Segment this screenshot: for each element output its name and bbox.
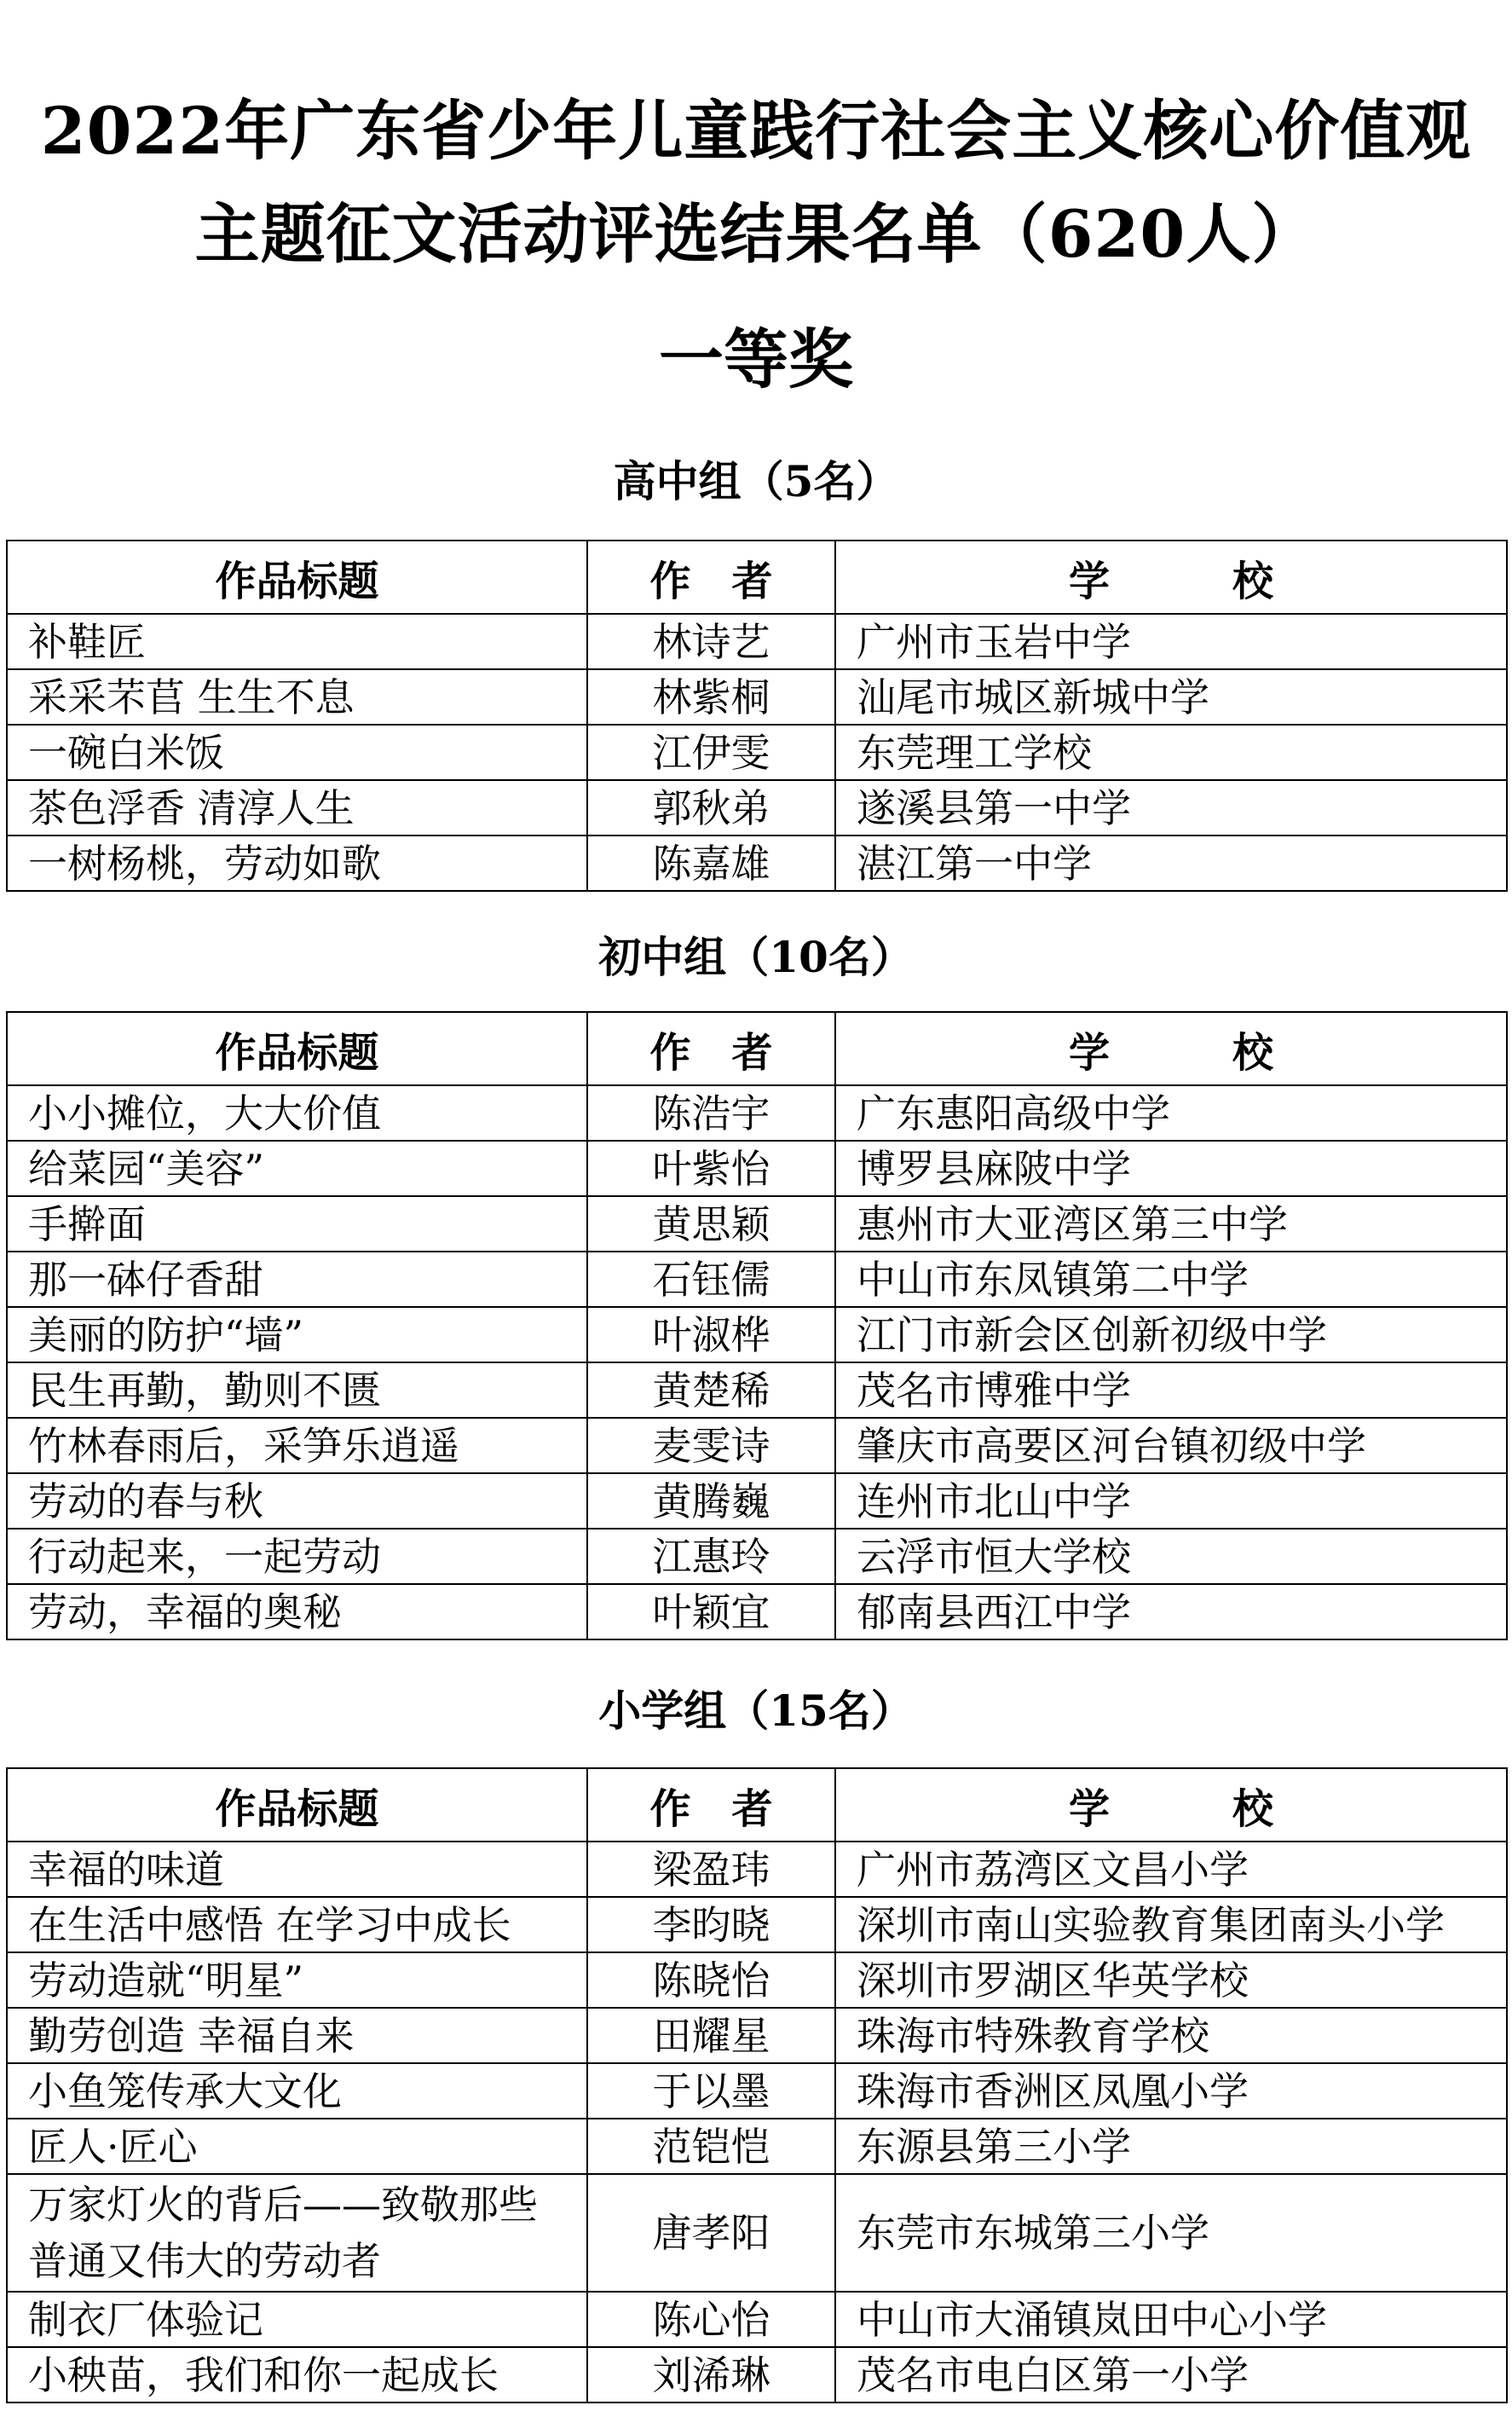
table-junior-high xyxy=(6,1011,1508,1640)
entry-author: 叶紫怡 xyxy=(587,1141,835,1196)
entry-school: 珠海市香洲区凤凰小学 xyxy=(835,2063,1507,2119)
table-row xyxy=(7,1529,1507,1584)
entry-title: 万家灯火的背后——致敬那些普通又伟大的劳动者 xyxy=(7,2174,587,2292)
entry-school: 东源县第三小学 xyxy=(835,2119,1507,2174)
table-header-row xyxy=(7,1012,1507,1085)
table-row xyxy=(7,1141,1507,1196)
entry-author: 黄腾巍 xyxy=(587,1473,835,1529)
entry-title: 劳动的春与秋 xyxy=(7,1473,587,1529)
entry-author: 陈心怡 xyxy=(587,2292,835,2347)
column-header-title: 作品标题 xyxy=(7,1012,587,1085)
entry-school: 广东惠阳高级中学 xyxy=(835,1085,1507,1141)
entry-school: 江门市新会区创新初级中学 xyxy=(835,1307,1507,1362)
table-row xyxy=(7,1584,1507,1639)
table-senior-high xyxy=(6,540,1508,892)
entry-title: 手擀面 xyxy=(7,1196,587,1252)
entry-author: 田耀星 xyxy=(587,2008,835,2063)
table-row xyxy=(7,836,1507,891)
document-title-line-2: 主题征文活动评选结果名单（620人） xyxy=(194,196,1318,272)
entry-school: 肇庆市高要区河台镇初级中学 xyxy=(835,1418,1507,1473)
entry-school: 云浮市恒大学校 xyxy=(835,1529,1507,1584)
award-level-heading: 一等奖 xyxy=(659,321,853,397)
entry-title: 那一砵仔香甜 xyxy=(7,1252,587,1307)
entry-title: 劳动造就“明星” xyxy=(7,1952,587,2008)
table-row xyxy=(7,2174,1507,2292)
entry-author: 于以墨 xyxy=(587,2063,835,2119)
table-row xyxy=(7,1473,1507,1529)
entry-title: 采采芣苢 生生不息 xyxy=(7,669,587,725)
entry-title: 幸福的味道 xyxy=(7,1842,587,1897)
entry-title: 劳动，幸福的奥秘 xyxy=(7,1584,587,1639)
entry-author: 范铠恺 xyxy=(587,2119,835,2174)
entry-author: 江伊雯 xyxy=(587,725,835,780)
entry-author: 黄思颖 xyxy=(587,1196,835,1252)
table-row xyxy=(7,1085,1507,1141)
entry-school: 湛江第一中学 xyxy=(835,836,1507,891)
table-row xyxy=(7,1252,1507,1307)
table-row xyxy=(7,1952,1507,2008)
entry-title: 一树杨桃，劳动如歌 xyxy=(7,836,587,891)
entry-title: 一碗白米饭 xyxy=(7,725,587,780)
entry-school: 连州市北山中学 xyxy=(835,1473,1507,1529)
column-header-title: 作品标题 xyxy=(7,541,587,614)
entry-author: 陈晓怡 xyxy=(587,1952,835,2008)
table-row xyxy=(7,780,1507,836)
table-row xyxy=(7,614,1507,669)
entry-title: 小秧苗，我们和你一起成长 xyxy=(7,2347,587,2403)
entry-school: 茂名市电白区第一小学 xyxy=(835,2347,1507,2403)
entry-school: 深圳市罗湖区华英学校 xyxy=(835,1952,1507,2008)
entry-title: 小小摊位，大大价值 xyxy=(7,1085,587,1141)
entry-author: 叶颖宜 xyxy=(587,1584,835,1639)
entry-author: 郭秋弟 xyxy=(587,780,835,836)
table-row xyxy=(7,2008,1507,2063)
column-header-school: 学 校 xyxy=(835,1012,1507,1085)
column-header-author: 作 者 xyxy=(587,1768,835,1842)
entry-school: 深圳市南山实验教育集团南头小学 xyxy=(835,1897,1507,1952)
table-row xyxy=(7,1418,1507,1473)
entry-school: 东莞市东城第三小学 xyxy=(835,2174,1507,2292)
entry-school: 中山市大涌镇岚田中心小学 xyxy=(835,2292,1507,2347)
entry-school: 茂名市博雅中学 xyxy=(835,1362,1507,1418)
table-row xyxy=(7,2292,1507,2347)
table-row xyxy=(7,1362,1507,1418)
entry-author: 江惠玲 xyxy=(587,1529,835,1584)
table-row xyxy=(7,2347,1507,2403)
column-header-title: 作品标题 xyxy=(7,1768,587,1842)
entry-school: 遂溪县第一中学 xyxy=(835,780,1507,836)
group-heading-primary: 小学组（15名） xyxy=(598,1686,914,1736)
table-row xyxy=(7,2063,1507,2119)
table-row xyxy=(7,1196,1507,1252)
entry-author: 梁盈玮 xyxy=(587,1842,835,1897)
entry-title: 匠人·匠心 xyxy=(7,2119,587,2174)
entry-author: 林紫桐 xyxy=(587,669,835,725)
entry-school: 东莞理工学校 xyxy=(835,725,1507,780)
entry-school: 广州市玉岩中学 xyxy=(835,614,1507,669)
entry-school: 中山市东凤镇第二中学 xyxy=(835,1252,1507,1307)
entry-title: 勤劳创造 幸福自来 xyxy=(7,2008,587,2063)
entry-title: 美丽的防护“墙” xyxy=(7,1307,587,1362)
entry-school: 郁南县西江中学 xyxy=(835,1584,1507,1639)
entry-author: 黄楚稀 xyxy=(587,1362,835,1418)
entry-author: 李昀晓 xyxy=(587,1897,835,1952)
entry-author: 唐孝阳 xyxy=(587,2174,835,2292)
document-title-line-1: 2022年广东省少年儿童践行社会主义核心价值观 xyxy=(40,93,1472,169)
entry-author: 林诗艺 xyxy=(587,614,835,669)
entry-title: 制衣厂体验记 xyxy=(7,2292,587,2347)
entry-school: 惠州市大亚湾区第三中学 xyxy=(835,1196,1507,1252)
table-primary xyxy=(6,1767,1508,2403)
entry-author: 陈浩宇 xyxy=(587,1085,835,1141)
table-row xyxy=(7,725,1507,780)
entry-author: 麦雯诗 xyxy=(587,1418,835,1473)
table-row xyxy=(7,2119,1507,2174)
entry-title: 在生活中感悟 在学习中成长 xyxy=(7,1897,587,1952)
table-row xyxy=(7,1842,1507,1897)
entry-school: 博罗县麻陂中学 xyxy=(835,1141,1507,1196)
column-header-school: 学 校 xyxy=(835,541,1507,614)
entry-author: 叶淑桦 xyxy=(587,1307,835,1362)
entry-author: 刘浠琳 xyxy=(587,2347,835,2403)
entry-school: 广州市荔湾区文昌小学 xyxy=(835,1842,1507,1897)
column-header-author: 作 者 xyxy=(587,1012,835,1085)
table-row xyxy=(7,1307,1507,1362)
entry-author: 石钰儒 xyxy=(587,1252,835,1307)
column-header-school: 学 校 xyxy=(835,1768,1507,1842)
entry-title: 小鱼笼传承大文化 xyxy=(7,2063,587,2119)
group-heading-junior-high: 初中组（10名） xyxy=(598,932,914,982)
entry-school: 珠海市特殊教育学校 xyxy=(835,2008,1507,2063)
table-row xyxy=(7,1897,1507,1952)
entry-title: 民生再勤，勤则不匮 xyxy=(7,1362,587,1418)
entry-author: 陈嘉雄 xyxy=(587,836,835,891)
entry-title: 行动起来，一起劳动 xyxy=(7,1529,587,1584)
entry-title: 茶色浮香 清淳人生 xyxy=(7,780,587,836)
table-header-row xyxy=(7,1768,1507,1842)
table-header-row xyxy=(7,541,1507,614)
group-heading-senior-high: 高中组（5名） xyxy=(613,456,899,506)
entry-title: 补鞋匠 xyxy=(7,614,587,669)
column-header-author: 作 者 xyxy=(587,541,835,614)
table-row xyxy=(7,669,1507,725)
entry-title: 给菜园“美容” xyxy=(7,1141,587,1196)
entry-title: 竹林春雨后，采笋乐逍遥 xyxy=(7,1418,587,1473)
entry-school: 汕尾市城区新城中学 xyxy=(835,669,1507,725)
